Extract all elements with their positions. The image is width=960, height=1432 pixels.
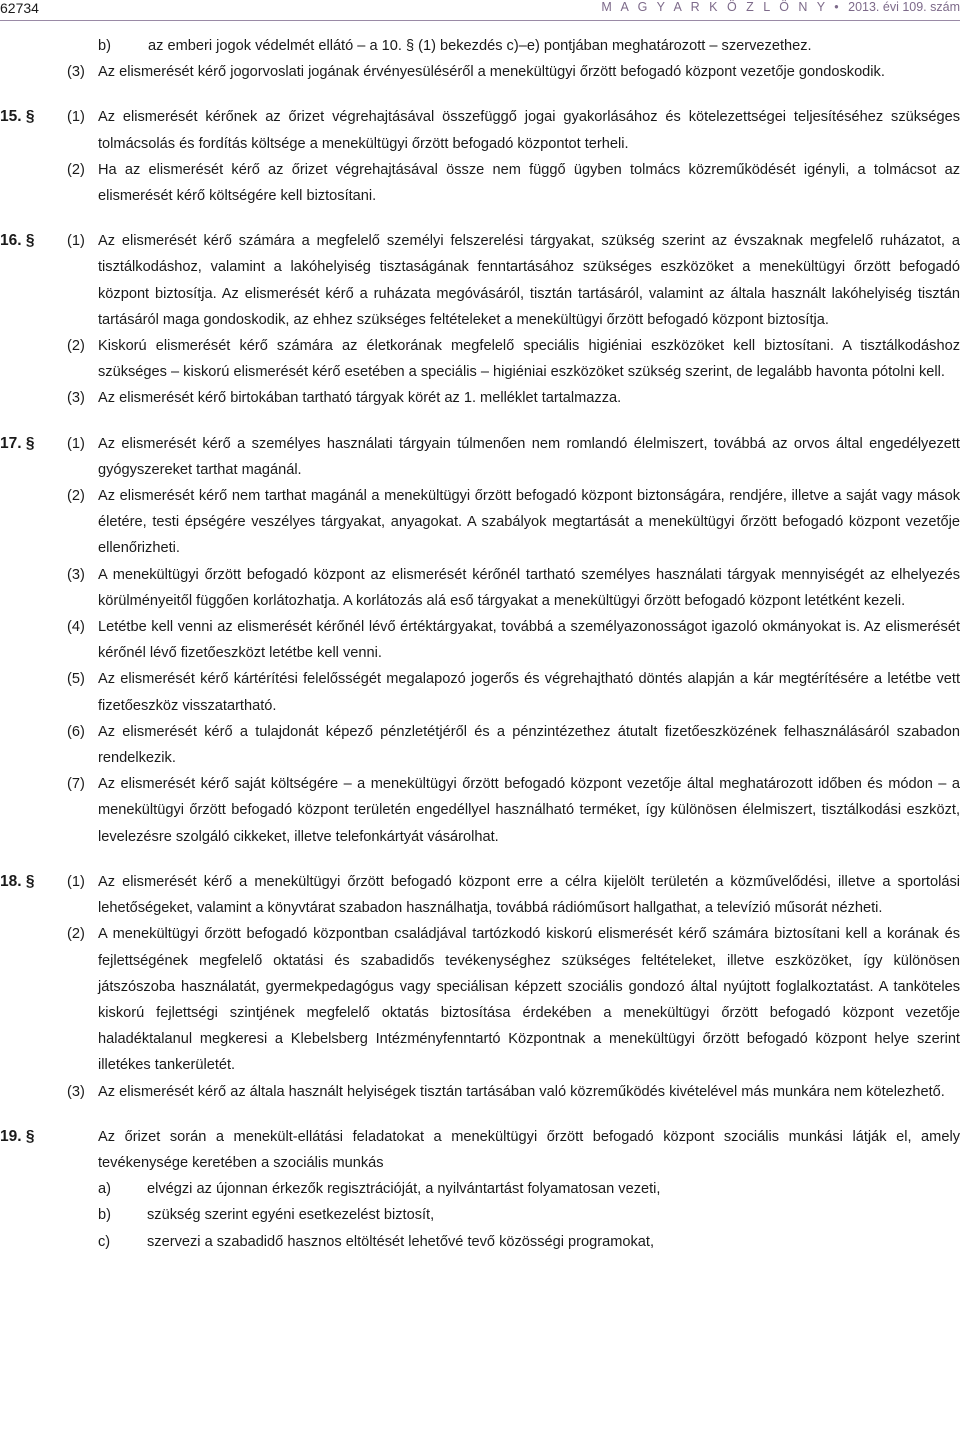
paragraph-text: Kiskorú elismerését kérő számára az életkorának megfelelő speciális higiéniai eszközöket kell biztosítani. A tisztálkodáshoz szükséges – kiskorú elismerését kérő esetében a speciális – higiéniai eszközöket szükség szerint, de legalább havonta pótolni kell. (98, 338, 960, 381)
journal-name: M A G Y A R K Ö Z L Ö N Y • (601, 0, 849, 14)
point-text: az emberi jogok védelmét ellátó – a 10. § (1) bekezdés c)–e) pontjában meghatározott – szervezethez. (148, 38, 812, 54)
paragraph-tag: (1) (67, 873, 85, 890)
section-number: 19. § (0, 1127, 35, 1145)
list-item-a (0, 1176, 960, 1202)
section-16-paragraph-2 (0, 333, 960, 385)
point-tag: b) (98, 38, 111, 54)
paragraph-tag: (5) (67, 671, 85, 688)
section-number: 16. § (0, 232, 35, 250)
paragraph-tag: (3) (67, 566, 85, 583)
paragraph-text: Ha az elismerését kérő az őrizet végrehajtásával össze nem függő ügyben tolmács közreműködését igényli, a tolmácsot az elismerését kérő költségére kell biztosítani. (98, 161, 960, 205)
list-item-tag: b) (98, 1207, 111, 1224)
list-item-text: szükség szerint egyéni esetkezelést biztosít, (147, 1207, 435, 1224)
paragraph-text: Az elismerését kérő birtokában tartható tárgyak körét az 1. melléklet tartalmazza. (98, 390, 622, 407)
section-18-paragraph-3 (0, 1079, 960, 1105)
paragraph-tag: (1) (67, 109, 85, 126)
document-body (0, 33, 960, 1255)
section-17-paragraph-2 (0, 483, 960, 562)
header-rule (0, 20, 960, 21)
paragraph-tag: (7) (67, 776, 85, 793)
list-item-tag: a) (98, 1181, 111, 1198)
list-item-text: elvégzi az újonnan érkezők regisztrációját, a nyilvántartást folyamatosan vezeti, (147, 1181, 661, 1198)
paragraph-text: Az elismerését kérő a személyes használati tárgyain túlmenően nem romlandó élelmiszert, továbbá az orvos által engedélyezett gyógyszereket tarthat magánál. (98, 435, 960, 478)
paragraph-text: Az elismerését kérő saját költségére – a menekültügyi őrzött befogadó központ vezetője által meghatározott időben és módon – a menekültügyi őrzött befogadó központ területén engedéllyel használható terméket, így különösen élelmiszert, tisztálkodási eszközt, levelezésre szolgáló cikkeket, illetve telefonkártyát vásárolhat. (98, 776, 960, 845)
paragraph-text: Az elismerését kérő az általa használt helyiségek tisztán tartásában való közreműködés kivételével más munkára nem kötelezhető. (98, 1083, 945, 1100)
section-18-paragraph-2 (0, 921, 960, 1078)
section-18-paragraph-1 (0, 869, 960, 921)
journal-issue: 2013. évi 109. szám (848, 0, 960, 14)
page-header (0, 0, 960, 22)
section-17-paragraph-7 (0, 771, 960, 850)
paragraph-tag: (1) (67, 233, 85, 250)
paragraph-text: A menekültügyi őrzött befogadó központ az elismerését kérőnél tartható személyes használati tárgyak mennyiségét az elhelyezés körülményeitől függően korlátozhatja. A korlátozás alá eső tárgyakat a menekültügyi őrzött befogadó központ letétként kezeli. (98, 566, 960, 609)
page-number: 62734 (0, 0, 39, 16)
point-b (0, 33, 960, 59)
section-19-intro (0, 1124, 960, 1176)
list-item-text: szervezi a szabadidő hasznos eltöltését lehetővé tevő közösségi programokat, (147, 1233, 655, 1250)
section-number: 18. § (0, 872, 35, 890)
paragraph-tag: (4) (67, 619, 85, 636)
paragraph-text: Az elismerését kérőnek az őrizet végrehajtásával összefüggő jogai gyakorlásához és kötelezettségei teljesítéséhez szükséges tolmácsolás és fordítás költsége a menekültügyi őrzött befogadó központot terheli. (98, 109, 960, 152)
paragraph-text: Az elismerését kérő számára a megfelelő személyi felszerelési tárgyakat, szükség szerint az évszaknak megfelelő ruházatot, a tisztálkodáshoz, valamint a lakóhelyiség tisztaságának fenntartásához szükséges eszközöket a menekültügyi őrzött befogadó központ biztosítja. Az elismerését kérő a ruházata megóvásáról, tisztán tartásáról, valamint az általa használt lakóhelyiség tisztán tartásáról maga gondoskodik, az ehhez szükséges feltételeket a menekültügyi őrzött befogadó központ biztosítja. (98, 233, 960, 328)
section-16-paragraph-1 (0, 228, 960, 333)
section-15-paragraph-1 (0, 104, 960, 156)
section-17-paragraph-1 (0, 431, 960, 483)
section-number: 17. § (0, 434, 35, 452)
paragraph-text: Az elismerését kérő jogorvoslati jogának érvényesüléséről a menekültügyi őrzött befogadó központ vezetője gondoskodik. (98, 64, 885, 81)
paragraph-text: Az őrizet során a menekült-ellátási feladatokat a menekültügyi őrzött befogadó központ szociális munkási látják el, amely tevékenysége keretében a szociális munkás (98, 1128, 960, 1171)
section-number: 15. § (0, 108, 35, 126)
paragraph-tag: (1) (67, 435, 85, 452)
paragraph-text: Letétbe kell venni az elismerését kérőnél lévő értéktárgyakat, továbbá a személyazonosságot igazoló okmányokat is. Az elismerését kérőnél lévő fizetőeszközt letétbe kell venni. (98, 619, 960, 662)
list-item-tag: c) (98, 1233, 111, 1250)
paragraph-tag: (3) (67, 64, 85, 81)
paragraph-text: Az elismerését kérő a tulajdonát képező pénzletétjéről és a pénzintézethez átutalt fizetőeszközének felhasználásáról szabadon rendelkezik. (98, 723, 960, 767)
paragraph-text: Az elismerését kérő kártérítési felelősségét megalapozó jogerős és végrehajtható döntés alapján a kár megtérítésére a letétbe vett fizetőeszköz visszatartható. (98, 671, 960, 714)
section-17-paragraph-3 (0, 562, 960, 614)
paragraph-tag: (2) (67, 488, 85, 505)
section-17-paragraph-6 (0, 719, 960, 771)
paragraph-text: Az elismerését kérő nem tarthat magánál a menekültügyi őrzött befogadó központ biztonságára, rendjére, illetve a saját vagy mások életére, testi épségére veszélyes tárgyakat, anyagokat. A szabályok megtartását a menekültügyi őrzött befogadó központ vezetője ellenőrizheti. (98, 488, 960, 557)
paragraph-tag: (6) (67, 723, 85, 740)
section-15-paragraph-2 (0, 157, 960, 209)
paragraph-tag: (2) (67, 338, 85, 355)
paragraph-text: Az elismerését kérő a menekültügyi őrzött befogadó központ erre a célra kijelölt területén a közművelődési, illetve a sportolási lehetőségeket, valamint a könyvtárat szabadon használhatja, továbbá rádióműsort hallgathat, a televízió műsorát nézheti. (98, 873, 960, 917)
paragraph-tag: (2) (67, 926, 85, 943)
journal-title (601, 0, 960, 14)
paragraph-tag: (3) (67, 1083, 85, 1100)
section-17-paragraph-5 (0, 666, 960, 718)
list-item-c (0, 1229, 960, 1255)
paragraph-3 (0, 59, 960, 85)
list-item-b (0, 1202, 960, 1228)
paragraph-tag: (3) (67, 390, 85, 407)
paragraph-text: A menekültügyi őrzött befogadó központban családjával tartózkodó kiskorú elismerését kérő számára biztosítani kell a korának és fejlettségének megfelelő oktatási és szabadidős tevékenységhez szükséges feltételeket, illetve eszközöket, így különösen játszószoba használatát, gyermekpedagógus vagy speciálisan képzett szociális gondozó által nyújtott foglalkoztatást. A tanköteles kiskorú fejlettségi szintjének megfelelő oktatás biztosítása érdekében a menekültügyi őrzött befogadó központ vezetője haladéktalanul megkeresi a Klebelsberg Intézményfenntartó Központnak a menekültügyi őrzött befogadó központ helye szerint illetékes tankerületét. (98, 926, 960, 1074)
section-17-paragraph-4 (0, 614, 960, 666)
paragraph-tag: (2) (67, 161, 85, 178)
section-16-paragraph-3 (0, 385, 960, 411)
